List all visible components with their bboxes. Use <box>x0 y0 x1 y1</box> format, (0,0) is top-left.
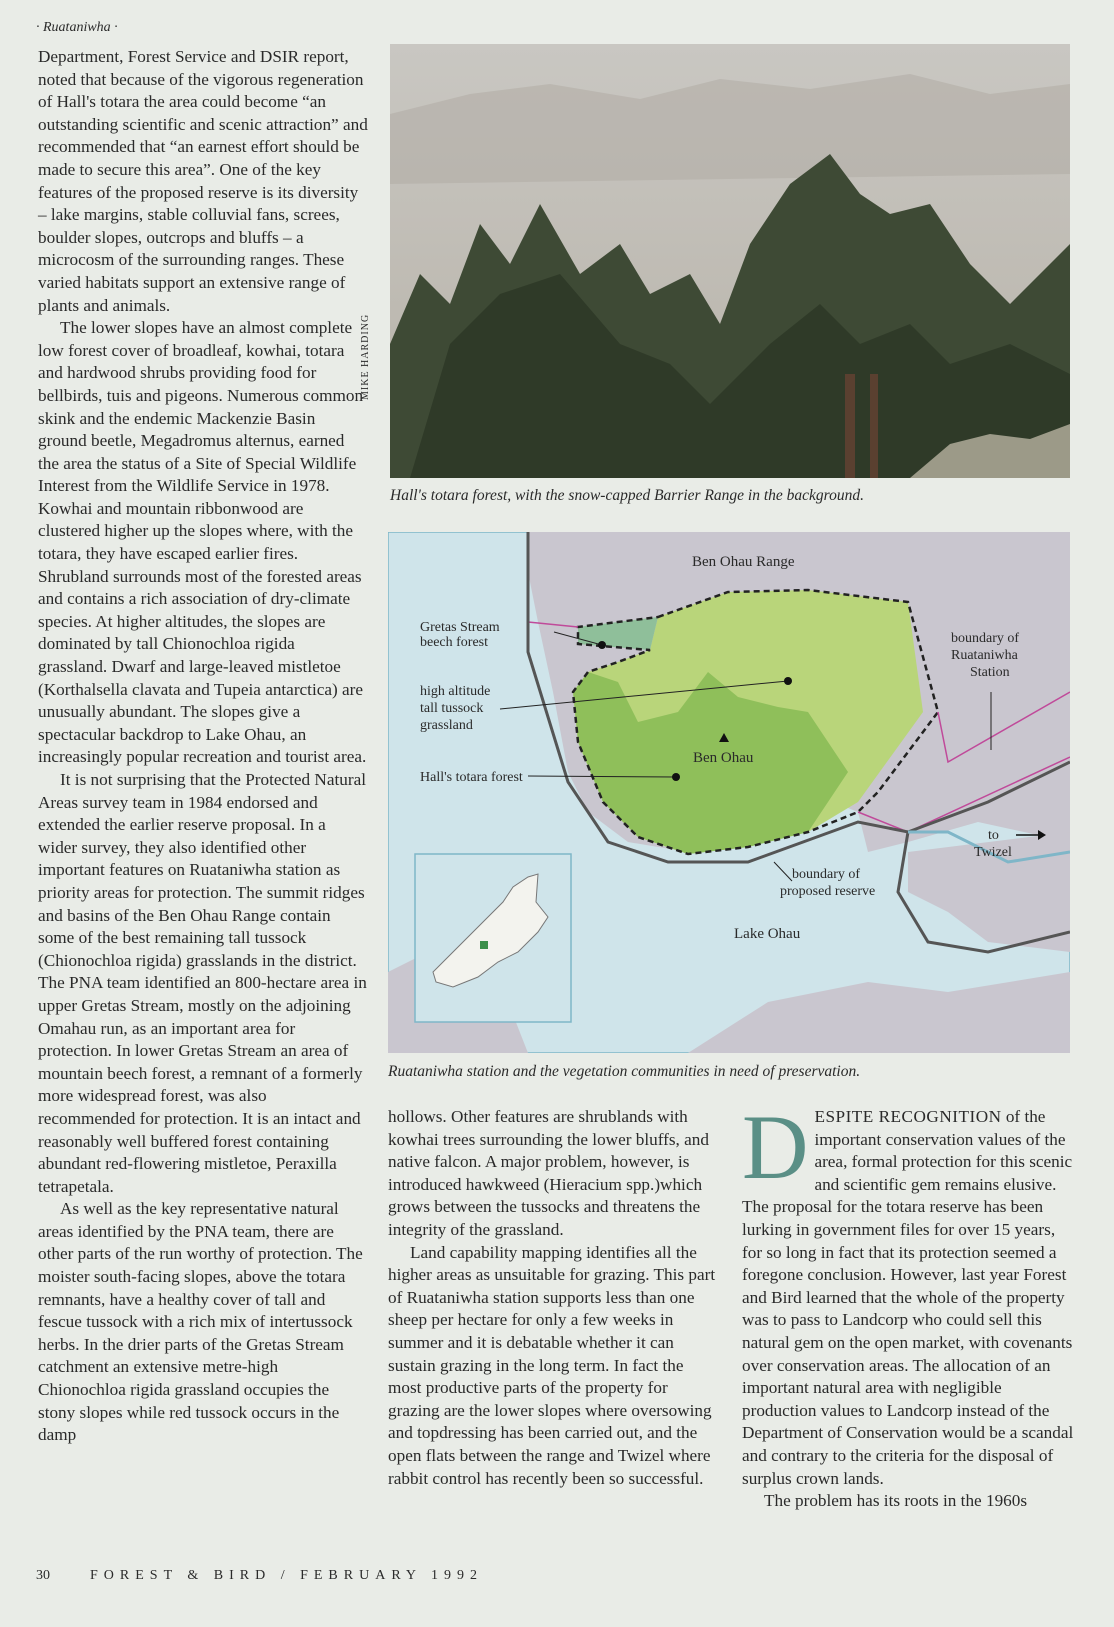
text-column-3 <box>742 1096 1074 1513</box>
label-station: boundary of <box>951 631 1020 646</box>
drop-cap: D <box>742 1096 809 1198</box>
label-halls: Hall's totara forest <box>420 770 523 785</box>
marker-dot <box>598 641 606 649</box>
label-twizel: Twizel <box>974 845 1012 860</box>
map-caption: Ruataniwha station and the vegetation communities in need of preservation. <box>388 1063 861 1080</box>
paragraph <box>742 1096 1074 1490</box>
page-number: 30 <box>36 1568 50 1583</box>
totara-forest-photo <box>390 44 1070 478</box>
label-station: Station <box>970 665 1010 680</box>
text-column-2 <box>388 1106 716 1490</box>
paragraph: Land capability mapping identifies all the higher areas as unsuitable for grazing. This part of Ruataniwha station supports less than one sheep per hectare for only a few weeks in summer and it is debatable whether it can sustain grazing in the long term. In fact the most productive parts of the property for grazing are the lower slopes where oversowing and topdressing has been carried out, and the open flats between the range and Twizel where rabbit control has recently been so successful. <box>388 1242 716 1488</box>
publication-line: FOREST & BIRD / FEBRUARY 1992 <box>90 1568 483 1583</box>
label-gretas: beech forest <box>420 635 489 650</box>
map-svg <box>388 532 1070 1053</box>
label-range: Ben Ohau Range <box>692 554 795 570</box>
paragraph: The problem has its roots in the 1960s <box>764 1491 1028 1511</box>
photo-credit: MIKE HARDING <box>360 313 371 400</box>
paragraph: Department, Forest Service and DSIR report, noted that because of the vigorous regeneration of Hall's totara the area could become “an outstanding scientific and scenic attraction” and recommended that “an earnest effort should be made to secure this area”. One of the key features of the proposed reserve is its diversity – lake margins, stable colluvial fans, screes, boulder slopes, outcrops and bluffs – a microcosm of the surrounding ranges. These varied habitats support an extensive range of plants and animals. <box>38 47 368 315</box>
photo-illustration <box>390 44 1070 478</box>
paragraph: It is not surprising that the Protected Natural Areas survey team in 1984 endorsed and extended the earlier reserve proposal. In a wider survey, they also identified other important features on Ruataniwha station as priority areas for protection. The summit ridges and basins of the Ben Ohau Range contain some of the best remaining tall tussock (Chionochloa rigida) grasslands in the district. The PNA team identified an 800-hectare area in upper Gretas Stream, mostly on the adjoining Omahau run, as an important area for protection. In lower Gretas Stream an area of mountain beech forest, a remnant of a formerly more widespread forest, was also recommended for protection. It is an intact and reasonably well buffered forest containing abundant red-flowering mistletoe, Peraxilla tetrapetala. <box>38 770 367 1196</box>
label-tussock: tall tussock <box>420 701 484 716</box>
paragraph: The lower slopes have an almost complete low forest cover of broadleaf, kowhai, totara and hardwood shrubs providing food for bellbirds, tuis and pigeons. Numerous common skink and the endemic Mackenzie Basin ground beetle, Megadromus alternus, earned the area the status of a Site of Special Wildlife Interest from the Wildlife Service in 1978. Kowhai and mountain ribbonwood are clustered higher up the slopes where, with the totara, they have escaped earlier fires. Shrubland surrounds most of the forested areas and contains a rich association of dry-climate species. At higher altitudes, the slopes are dominated by tall Chionochloa rigida grassland. Dwarf and large-leaved mistletoe (Korthalsella clavata and Tupeia antarctica) are unusually abundant. The slopes give a spectacular backdrop to Lake Ohau, an increasingly popular recreation and tourist area. <box>38 318 367 767</box>
running-head: · Ruataniwha · <box>36 20 118 35</box>
reserve-map <box>388 532 1070 1053</box>
marker-dot <box>672 773 680 781</box>
text-column-1 <box>38 46 368 1447</box>
photo-caption: Hall's totara forest, with the snow-capped Barrier Range in the background. <box>390 487 865 504</box>
label-tussock: high altitude <box>420 684 491 699</box>
marker-dot <box>784 677 792 685</box>
page-footer <box>36 1568 483 1584</box>
label-lake: Lake Ohau <box>734 926 801 942</box>
lead-in: ESPITE RECOGNITION <box>814 1107 1002 1126</box>
location-marker <box>480 941 488 949</box>
label-peak: Ben Ohau <box>693 750 754 766</box>
label-to: to <box>988 828 999 843</box>
paragraph-text: of the important conservation values of the area, formal protection for this scenic and scientific gem remains elusive. The proposal for the totara reserve has been lurking in government files for over 15 years, for so long in fact that its protection seemed a foregone conclusion. However, last year Forest and Bird learned that the whole of the property was to pass to Landcorp who could sell this natural gem on the open market, with covenants over conservation areas. The allocation of an important natural area with negligible production values to Landcorp instead of the Department of Conservation would be a scandal and contrary to the criteria for the disposal of surplus crown lands. <box>742 1107 1074 1488</box>
paragraph: hollows. Other features are shrublands with kowhai trees surrounding the lower bluffs, and native falcon. A major problem, however, is introduced hawkweed (Hieracium spp.)which grows between the tussocks and threatens the integrity of the grassland. <box>388 1107 709 1239</box>
label-gretas: Gretas Stream <box>420 620 500 635</box>
paragraph: As well as the key representative natural areas identified by the PNA team, there are other parts of the run worthy of protection. The moister south-facing slopes, above the totara remnants, have a healthy cover of tall and fescue tussock with a rich mix of intertussock herbs. In the drier parts of the Gretas Stream catchment an extensive metre-high Chionochloa rigida grassland occupies the stony slopes while red tussock occurs in the damp <box>38 1199 363 1445</box>
label-reserve: boundary of <box>792 867 861 882</box>
label-station: Ruataniwha <box>951 648 1018 663</box>
label-tussock: grassland <box>420 718 473 733</box>
label-reserve: proposed reserve <box>780 884 876 899</box>
